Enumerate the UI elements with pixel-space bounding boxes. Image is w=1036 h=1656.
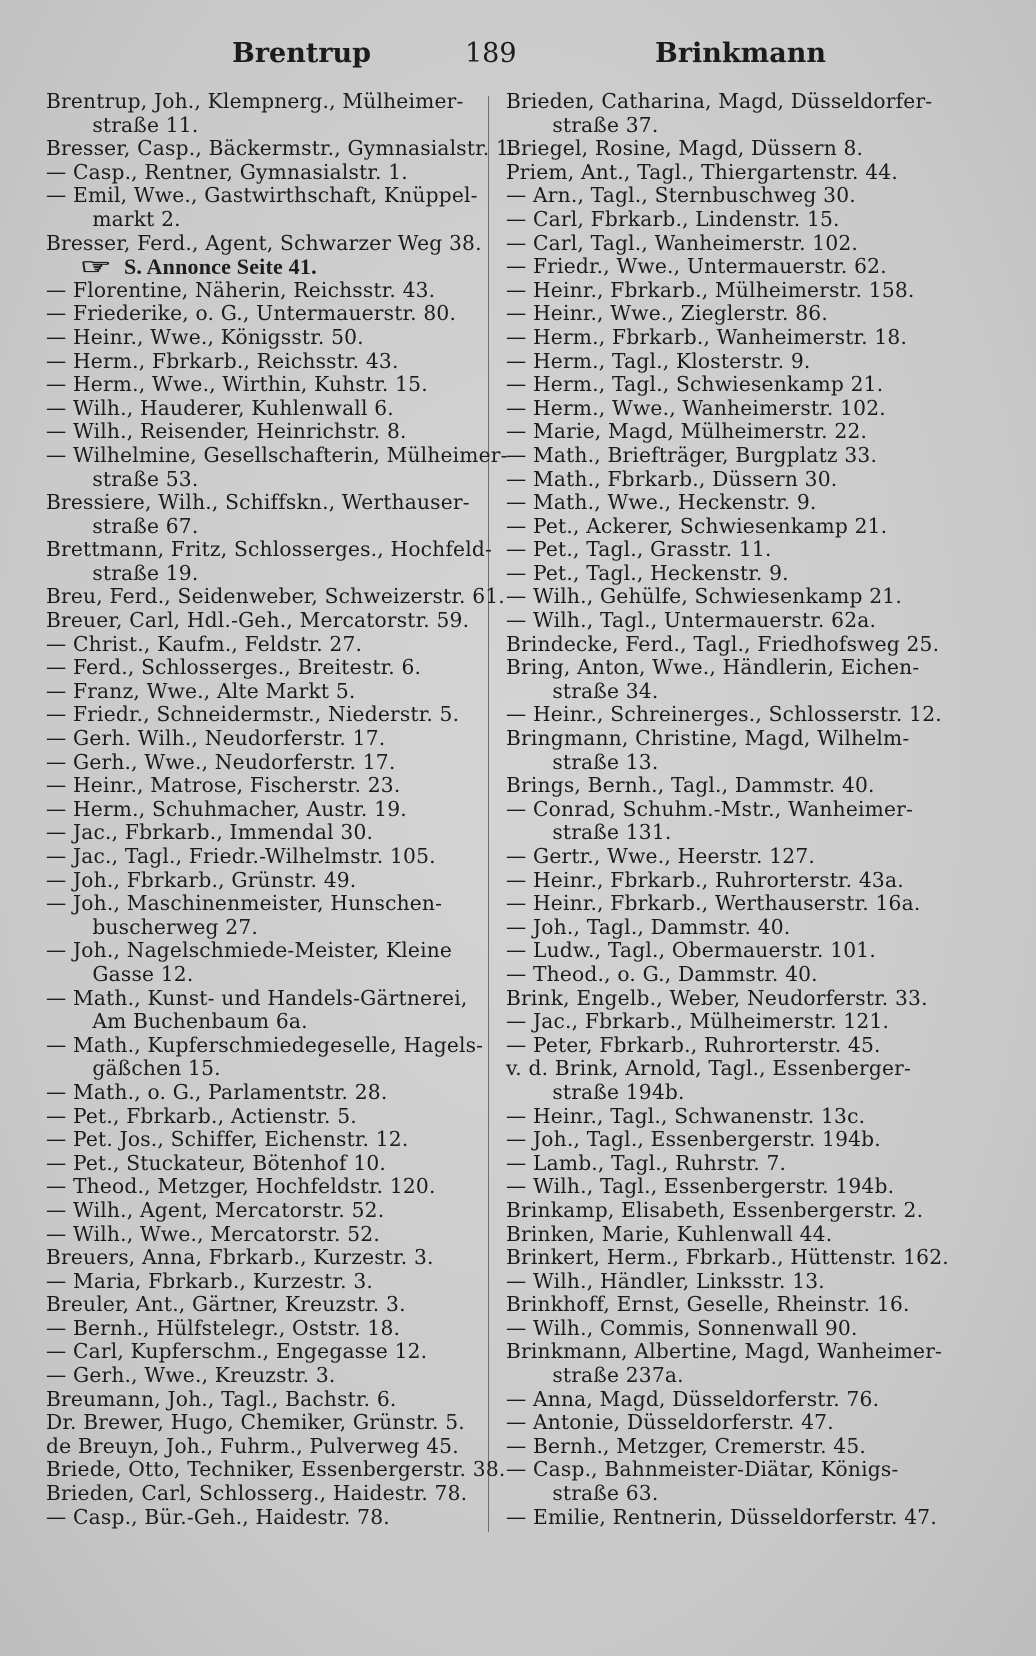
directory-entry-line: v. d. Brink, Arnold, Tagl., Essenberger- [506,1056,912,1081]
directory-entry-line: — Pet., Tagl., Heckenstr. 9. [506,560,789,585]
directory-entry-line: Gasse 12. [46,961,194,986]
directory-entry-line: — Heinr., Matrose, Fischerstr. 23. [46,773,401,798]
directory-entry-line: — Wilh., Gehülfe, Schwiesenkamp 21. [506,584,902,609]
directory-entry-line: Bring, Anton, Wwe., Händlerin, Eichen- [506,655,920,680]
directory-entry-line: — Joh., Nagelschmiede-Meister, Kleine [46,938,453,963]
directory-entry-line: — Casp., Bahnmeister-Diätar, Königs- [506,1457,899,1482]
directory-entry-line: — Wilh., Agent, Mercatorstr. 52. [46,1197,385,1222]
directory-entry-line: — Ferd., Schlosserges., Breitestr. 6. [46,655,422,680]
annonce-text: S. Annonce Seite 41. [123,254,317,280]
directory-entry-line: — Pet., Fbrkarb., Actienstr. 5. [46,1103,357,1128]
page-header [0,38,1036,78]
directory-entry-line: — Herm., Tagl., Klosterstr. 9. [506,348,811,373]
directory-entry-line: — Maria, Fbrkarb., Kurzestr. 3. [46,1268,374,1293]
header-left-keyword: Brentrup [232,38,372,69]
directory-entry-line: — Math., Wwe., Heckenstr. 9. [506,490,817,515]
page-number: 189 [465,38,517,69]
directory-entry-line: de Breuyn, Joh., Fuhrm., Pulverweg 45. [46,1433,459,1458]
directory-entry-line: — Herm., Wwe., Wirthin, Kuhstr. 15. [46,372,428,397]
directory-entry-line: Am Buchenbaum 6a. [46,1009,308,1034]
directory-entry-line: — Jac., Tagl., Friedr.-Wilhelmstr. 105. [46,844,436,868]
directory-entry-line: — Jac., Fbrkarb., Immendal 30. [46,820,374,845]
directory-entry-line: Brentrup, Joh., Klempnerg., Mülheimer- [46,89,464,113]
directory-entry-line: Brinkhoff, Ernst, Geselle, Rheinstr. 16. [506,1292,910,1317]
directory-entry-line: Brindecke, Ferd., Tagl., Friedhofsweg 25. [506,631,940,656]
directory-entry-line: — Pet., Tagl., Grasstr. 11. [506,537,772,562]
directory-entry-line: straße 11. [46,112,199,137]
directory-entry-line: — Wilhelmine, Gesellschafterin, Mülheimer- [46,442,508,467]
directory-entry-line: Breuer, Carl, Hdl.-Geh., Mercatorstr. 59. [46,608,470,633]
directory-entry-line: — Wilh., Händler, Linksstr. 13. [506,1268,825,1293]
directory-entry-line: — Conrad, Schuhm.-Mstr., Wanheimer- [506,796,913,821]
directory-entry-line: Bringmann, Christine, Magd, Wilhelm- [506,726,910,751]
directory-entry-line: — Pet., Ackerer, Schwiesenkamp 21. [506,513,888,538]
directory-entry-line: — Wilh., Wwe., Mercatorstr. 52. [46,1221,380,1246]
directory-entry-line: straße 34. [506,678,659,703]
directory-entry-line: Brinkert, Herm., Fbrkarb., Hüttenstr. 162. [506,1245,949,1270]
directory-entry-line: — Anna, Magd, Düsseldorferstr. 76. [506,1386,880,1411]
directory-entry-line: — Wilh., Tagl., Untermauerstr. 62a. [506,608,877,633]
directory-entry-line: — Lamb., Tagl., Ruhrstr. 7. [506,1150,787,1175]
directory-entry-line: Priem, Ant., Tagl., Thiergartenstr. 44. [506,159,898,184]
directory-entry-line: — Gertr., Wwe., Heerstr. 127. [506,844,815,868]
directory-entry-line: — Carl, Kupferschm., Engegasse 12. [46,1339,428,1364]
directory-entry-line: — Joh., Maschinenmeister, Hunschen- [46,891,443,916]
directory-entry-line: Dr. Brewer, Hugo, Chemiker, Grünstr. 5. [46,1410,465,1435]
directory-entry-line: Breuler, Ant., Gärtner, Kreuzstr. 3. [46,1292,406,1317]
directory-entry-line: — Joh., Fbrkarb., Grünstr. 49. [46,867,357,892]
directory-entry-line: straße 13. [506,749,659,774]
directory-entry-line: — Jac., Fbrkarb., Mülheimerstr. 121. [506,1009,890,1034]
directory-entry-line: — Wilh., Reisender, Heinrichstr. 8. [46,419,407,444]
directory-entry-line: Breuers, Anna, Fbrkarb., Kurzestr. 3. [46,1245,434,1270]
directory-entry-line: — Pet. Jos., Schiffer, Eichenstr. 12. [46,1127,409,1152]
directory-entry-line: Brettmann, Fritz, Schlosserges., Hochfeld- [46,537,492,562]
directory-entry-line: — Herm., Fbrkarb., Reichsstr. 43. [46,348,399,373]
directory-entry-line: Brieden, Catharina, Magd, Düsseldorfer- [506,89,933,113]
directory-entry-line: Bresser, Casp., Bäckermstr., Gymnasialstr. 1. [46,136,516,161]
directory-entry-line: — Heinr., Wwe., Zieglerstr. 86. [506,301,828,326]
directory-entry-line: — Math., Kupferschmiedegeselle, Hagels- [46,1032,484,1057]
directory-entry-line: — Christ., Kaufm., Feldstr. 27. [46,631,363,656]
directory-entry-line: — Heinr., Fbrkarb., Mülheimerstr. 158. [506,277,915,302]
directory-entry-line: Brings, Bernh., Tagl., Dammstr. 40. [506,773,875,798]
directory-entry-line: Brinken, Marie, Kuhlenwall 44. [506,1221,833,1246]
directory-entry-line: — Math., o. G., Parlamentstr. 28. [46,1079,388,1104]
directory-entry-line: — Carl, Tagl., Wanheimerstr. 102. [506,230,859,255]
directory-entry-line: Brieden, Carl, Schlosserg., Haidestr. 78. [46,1481,468,1506]
directory-entry-line: gäßchen 15. [46,1056,221,1081]
directory-entry-line: straße 53. [46,466,199,491]
directory-entry-line: — Herm., Schuhmacher, Austr. 19. [46,796,407,821]
directory-entry-line: — Joh., Tagl., Essenbergerstr. 194b. [506,1127,881,1152]
directory-entry-line: straße 19. [46,560,199,585]
right-column [506,89,949,1529]
directory-entry-line: — Heinr., Tagl., Schwanenstr. 13c. [506,1103,866,1128]
directory-entry-line: straße 37. [506,112,659,137]
directory-entry-line: Brinkmann, Albertine, Magd, Wanheimer- [506,1339,943,1364]
directory-entry-line: Bressiere, Wilh., Schiffskn., Werthauser- [46,490,470,515]
directory-entry-line: — Ludw., Tagl., Obermauerstr. 101. [506,938,876,963]
directory-entry-line: — Carl, Fbrkarb., Lindenstr. 15. [506,206,840,231]
directory-entry-line: Briegel, Rosine, Magd, Düssern 8. [506,136,864,161]
directory-entry-line: Breu, Ferd., Seidenweber, Schweizerstr. 61. [46,584,505,609]
directory-entry-line: — Antonie, Düsseldorferstr. 47. [506,1410,834,1435]
directory-entry-line: — Theod., Metzger, Hochfeldstr. 120. [46,1174,436,1199]
directory-entry-line: — Gerh., Wwe., Kreuzstr. 3. [46,1363,336,1388]
directory-entry-line: Brink, Engelb., Weber, Neudorferstr. 33. [506,985,928,1010]
directory-entry-line: straße 63. [506,1481,659,1506]
directory-entry-line: — Bernh., Metzger, Cremerstr. 45. [506,1433,867,1458]
directory-entry-line: — Heinr., Schreinerges., Schlosserstr. 12. [506,702,942,727]
directory-entry-line: Bresser, Ferd., Agent, Schwarzer Weg 38. [46,230,482,255]
directory-entry-line: — Emilie, Rentnerin, Düsseldorferstr. 47. [506,1504,937,1529]
directory-entry-line: — Friedr., Schneidermstr., Niederstr. 5. [46,702,460,727]
directory-entry-line: — Herm., Fbrkarb., Wanheimerstr. 18. [506,324,908,349]
directory-entry-line: straße 194b. [506,1079,685,1104]
column-divider [488,96,489,1532]
left-column [46,89,516,1529]
directory-entry-line: — Friederike, o. G., Untermauerstr. 80. [46,301,457,326]
directory-entry-line: — Math., Briefträger, Burgplatz 33. [506,442,878,467]
directory-entry-line: Breumann, Joh., Tagl., Bachstr. 6. [46,1386,397,1411]
directory-entry-line: — Peter, Fbrkarb., Ruhrorterstr. 45. [506,1032,881,1057]
directory-entry-line: Briede, Otto, Techniker, Essenbergerstr. 38. [46,1457,506,1482]
directory-entry-line: — Gerh. Wilh., Neudorferstr. 17. [46,726,386,751]
directory-entry-line: markt 2. [46,206,181,231]
annonce-reference [46,255,480,279]
directory-entry-line: — Math., Kunst- und Handels-Gärtnerei, [46,985,468,1010]
directory-entry-line: straße 131. [506,820,672,845]
directory-entry-line: — Heinr., Fbrkarb., Ruhrorterstr. 43a. [506,867,904,892]
directory-entry-line: — Casp., Rentner, Gymnasialstr. 1. [46,159,408,184]
directory-entry-line: — Herm., Tagl., Schwiesenkamp 21. [506,372,884,397]
directory-entry-line: buscherweg 27. [46,914,258,939]
directory-entry-line: — Marie, Magd, Mülheimerstr. 22. [506,419,868,444]
directory-entry-line: straße 67. [46,513,199,538]
directory-entry-line: — Florentine, Näherin, Reichsstr. 43. [46,277,436,302]
directory-entry-line: — Emil, Wwe., Gastwirthschaft, Knüppel- [46,183,478,208]
directory-entry-line: — Pet., Stuckateur, Bötenhof 10. [46,1150,387,1175]
directory-entry-line: — Herm., Wwe., Wanheimerstr. 102. [506,395,886,420]
directory-entry-line: — Friedr., Wwe., Untermauerstr. 62. [506,254,887,279]
directory-entry-line: — Gerh., Wwe., Neudorferstr. 17. [46,749,396,774]
directory-entry-line: — Heinr., Fbrkarb., Werthauserstr. 16a. [506,891,921,916]
directory-entry-line: — Casp., Bür.-Geh., Haidestr. 78. [46,1504,390,1529]
directory-entry-line: — Heinr., Wwe., Königsstr. 50. [46,324,364,349]
directory-entry-line: — Wilh., Commis, Sonnenwall 90. [506,1315,858,1340]
directory-entry-line: — Wilh., Hauderer, Kuhlenwall 6. [46,395,394,420]
header-right-keyword: Brinkmann [655,38,826,69]
directory-entry-line: — Arn., Tagl., Sternbuschweg 30. [506,183,856,208]
pointing-hand-icon: ☞ [80,254,112,280]
directory-entry-line: straße 237a. [506,1363,684,1388]
directory-entry-line: Brinkamp, Elisabeth, Essenbergerstr. 2. [506,1197,924,1222]
directory-entry-line: — Joh., Tagl., Dammstr. 40. [506,914,791,939]
directory-entry-line: — Theod., o. G., Dammstr. 40. [506,961,818,986]
directory-entry-line: — Bernh., Hülfstelegr., Oststr. 18. [46,1315,401,1340]
directory-entry-line: — Math., Fbrkarb., Düssern 30. [506,466,838,491]
directory-entry-line: — Wilh., Tagl., Essenbergerstr. 194b. [506,1174,895,1199]
directory-entry-line: — Franz, Wwe., Alte Markt 5. [46,678,356,703]
